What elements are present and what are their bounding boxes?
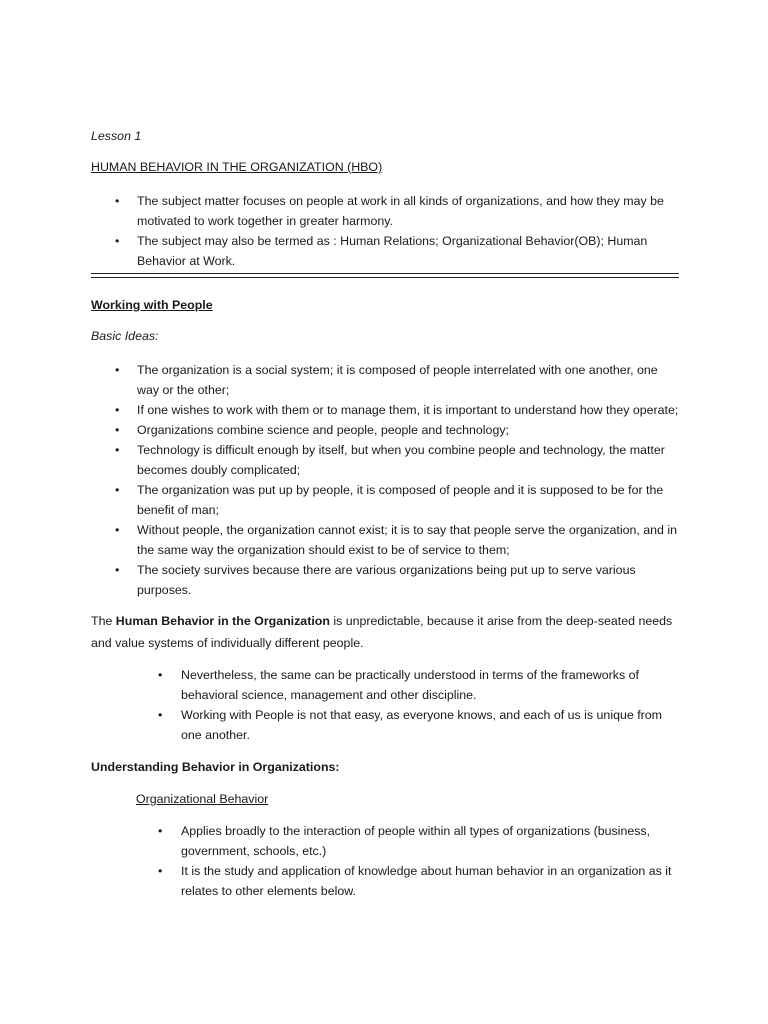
list-item: • It is the study and application of knowledge about human behavior in an organization as it relates to other elements below.	[91, 861, 681, 901]
list-item: • Nevertheless, the same can be practically understood in terms of the frameworks of behavioral science, management and other discipline.	[91, 665, 681, 705]
list-item: • Without people, the organization cannot exist; it is to say that people serve the organization, and in the same way the organization should exist to be of service to them;	[91, 520, 681, 560]
list-item: • The subject may also be termed as : Human Relations; Organizational Behavior(OB); Human Behavior at Work.	[91, 231, 681, 271]
hbo-bullet-list	[91, 665, 681, 745]
understanding-title: Understanding Behavior in Organizations:	[91, 760, 340, 774]
list-item: • The society survives because there are various organizations being put up to serve various purposes.	[91, 560, 681, 600]
list-item: • The organization was put up by people, it is composed of people and it is supposed to be for the benefit of man;	[91, 480, 681, 520]
bullet-icon: •	[115, 483, 120, 497]
bullet-icon: •	[115, 443, 120, 457]
ob-title: Organizational Behavior	[136, 792, 269, 806]
basic-ideas-list	[91, 360, 681, 600]
list-item: • Technology is difficult enough by itself, but when you combine people and technology, the matter becomes doubly complicated;	[91, 440, 681, 480]
bullet-icon: •	[115, 403, 120, 417]
document-content	[91, 126, 681, 901]
list-item: • The organization is a social system; it is composed of people interrelated with one another, one way or the other;	[91, 360, 681, 400]
bullet-icon: •	[115, 194, 120, 208]
bullet-icon: •	[115, 423, 120, 437]
bullet-icon: •	[115, 234, 120, 248]
hbo-paragraph: The Human Behavior in the Organization is unpredictable, because it arise from the deep-seated needs and value systems of individually different people.	[91, 614, 673, 650]
lesson-label: Lesson 1	[91, 129, 142, 143]
list-item: • If one wishes to work with them or to manage them, it is important to understand how they operate;	[91, 400, 681, 420]
bullet-icon: •	[115, 563, 120, 577]
bullet-icon: •	[158, 668, 163, 682]
hbo-title: HUMAN BEHAVIOR IN THE ORGANIZATION (HBO)	[91, 160, 383, 174]
bullet-icon: •	[115, 523, 120, 537]
ob-bullet-list	[91, 821, 681, 901]
bullet-icon: •	[158, 824, 163, 838]
bullet-icon: •	[158, 864, 163, 878]
double-divider	[91, 273, 679, 278]
basic-ideas-label: Basic Ideas:	[91, 329, 159, 343]
intro-bullet-list	[91, 191, 681, 271]
section-title: Working with People	[91, 298, 213, 312]
bullet-icon: •	[158, 708, 163, 722]
hbo-emphasis: Human Behavior in the Organization	[115, 614, 330, 628]
list-item: • Organizations combine science and people, people and technology;	[91, 420, 681, 440]
bullet-icon: •	[115, 363, 120, 377]
list-item: • Applies broadly to the interaction of people within all types of organizations (business, government, schools, etc.)	[91, 821, 681, 861]
list-item: • Working with People is not that easy, as everyone knows, and each of us is unique from one another.	[91, 705, 681, 745]
list-item: • The subject matter focuses on people at work in all kinds of organizations, and how they may be motivated to work together in greater harmony.	[91, 191, 681, 231]
